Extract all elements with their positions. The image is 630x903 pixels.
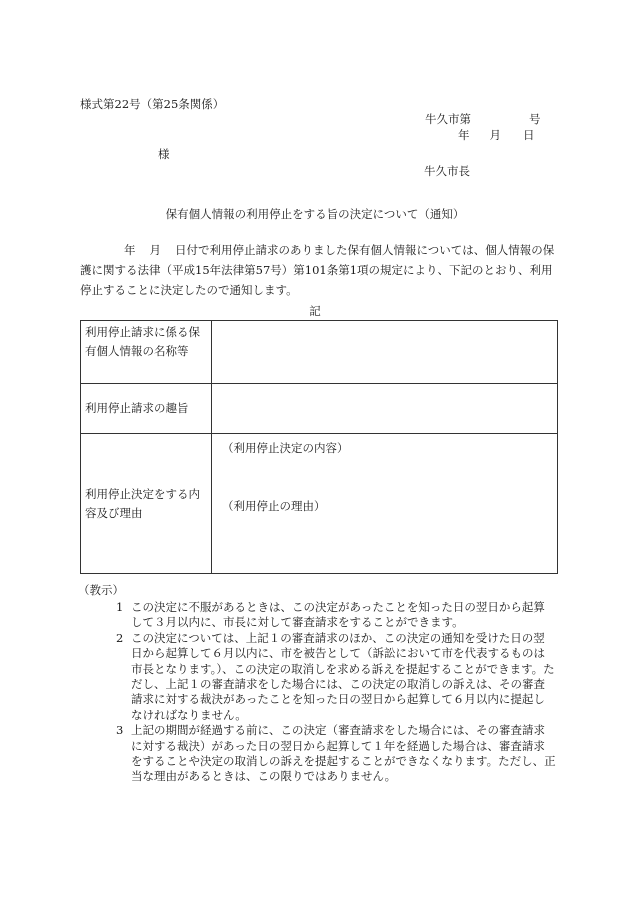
table-row <box>81 321 558 384</box>
addressee: 様 <box>158 147 170 161</box>
note-text: この決定に不服があるときは、この決定があったことを知った日の翌日から起算して３月以内に、市長に対して審査請求をすることができます。 <box>131 600 545 630</box>
body-paragraph <box>80 240 558 300</box>
row-label-purpose: 利用停止請求の趣旨 <box>81 384 212 434</box>
row-value-purpose <box>212 384 558 434</box>
notes-heading: （教示） <box>78 583 124 597</box>
note-text: この決定については、上記１の審査請求のほか、この決定の通知を受けた日の翌日から起算して６月以内に、市を被告として（訴訟において市を代表するものは市長となります。）、この決定の取消しを求める訴えを提起することができます。ただし、上記１の審査請求をした場合には、この決定の取消しの訴えは、その審査請求に対する裁決があったことを知った日の翌日から起算して６月以内に提起しなければなりません。 <box>131 630 555 722</box>
note-text: 上記の期間が経過する前に、この決定（審査請求をした場合には、その審査請求に対する裁決）があった日の翌日から起算して１年を経過した場合は、審査請求をすることや決定の取消しの訴えを提起することができなくなります。ただし、正当な理由があるときは、この限りではありません。 <box>131 723 556 784</box>
row-value-decision <box>212 434 558 574</box>
doc-number-city: 牛久市第 <box>425 112 471 126</box>
date-month: 月 <box>489 128 501 142</box>
decision-table <box>80 320 558 574</box>
decision-reason-label: （利用停止の理由） <box>222 499 326 513</box>
note-number: 1 <box>116 600 124 614</box>
date-day: 日 <box>523 128 535 142</box>
document-number <box>425 111 541 127</box>
ki-heading: 記 <box>309 304 321 318</box>
form-number: 様式第22号（第25条関係） <box>80 97 225 111</box>
row-value-name <box>212 321 558 384</box>
doc-number-suffix: 号 <box>529 112 541 126</box>
row-label-decision: 利用停止決定をする内容及び理由 <box>81 434 212 574</box>
body-date-month: 月 <box>149 243 161 257</box>
list-item <box>116 600 556 631</box>
body-text: 日付で利用停止請求のありました保有個人情報については、個人情報の保護に関する法律（平成15年法律第57号）第101条第1項の規定により、下記のとおり、利用停止することに決定したので通知します。 <box>80 243 555 297</box>
page-title: 保有個人情報の利用停止をする旨の決定について（通知） <box>165 207 465 221</box>
row-label-name: 利用停止請求に係る保有個人情報の名称等 <box>81 321 212 384</box>
table-row <box>81 434 558 574</box>
date-year: 年 <box>458 128 470 142</box>
issue-date <box>458 127 535 143</box>
table-row <box>81 384 558 434</box>
note-number: 3 <box>116 723 124 738</box>
notes-list <box>116 600 556 785</box>
decision-content-label: （利用停止決定の内容） <box>222 441 349 455</box>
list-item <box>116 723 556 785</box>
list-item <box>116 631 556 723</box>
body-date-year: 年 <box>124 243 136 257</box>
note-number: 2 <box>116 630 124 645</box>
sender: 牛久市長 <box>424 164 470 178</box>
